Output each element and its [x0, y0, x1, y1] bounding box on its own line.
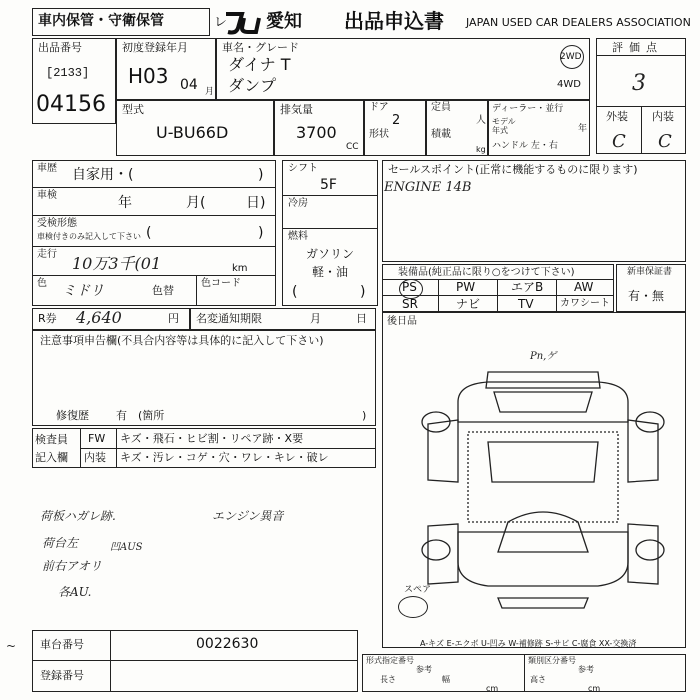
- deadline-month: 月: [310, 312, 321, 325]
- equip-aw: AW: [574, 280, 594, 294]
- car-damage-diagram: [418, 362, 678, 612]
- history-value: 自家用・(: [72, 167, 134, 183]
- name-grade-label: 車名・グレード: [222, 41, 299, 54]
- equip-ps: PS: [402, 280, 417, 294]
- displacement-value: 3700: [296, 123, 337, 142]
- reg-number-label: 登録番号: [40, 669, 84, 682]
- fw-label: FW: [88, 432, 106, 445]
- warranty-value: 有・無: [628, 289, 665, 303]
- notes-label: 注意事項申告欄(不具合内容等は具体的に記入して下さい): [40, 334, 324, 347]
- fuel-gas: ガソリン: [306, 247, 355, 261]
- doors-label: ドア: [369, 102, 389, 113]
- receipt-close: ): [258, 225, 264, 241]
- back-label: 後日品: [387, 316, 417, 327]
- rating-label: 評価点: [612, 41, 663, 54]
- spare-label: スペア: [404, 585, 432, 595]
- chassis-number: 0022630: [196, 636, 259, 652]
- equipment-label: 装備品(純正品に限り○をつけて下さい): [398, 267, 575, 278]
- inspection-day: 日): [246, 195, 266, 211]
- color-change-label: 色替: [152, 284, 174, 297]
- note-line-1: 荷板ハガレ跡.: [40, 509, 116, 523]
- vehicle-name: ダイナ T: [228, 55, 291, 74]
- equip-navi: ナビ: [456, 297, 481, 311]
- sales-point-label: セールスポイント(正常に機能するものに限ります): [388, 163, 638, 176]
- brand-name: 愛知: [266, 11, 302, 32]
- width-label: 幅: [442, 675, 450, 684]
- diagram-top-note: Pn,ゲ: [530, 351, 557, 362]
- length-label: 長さ: [380, 675, 396, 684]
- vehicle-grade: ダンプ: [228, 76, 277, 95]
- rating-score: 3: [632, 71, 646, 96]
- interior-rating: C: [658, 131, 672, 152]
- spare-tire-icon: [398, 596, 428, 618]
- form-title: 出品申込書: [344, 9, 444, 33]
- shape-label: 形状: [369, 129, 389, 140]
- model-number-label: 形式指定番号: [366, 656, 414, 665]
- exterior-label: 外装: [606, 110, 628, 123]
- reg-month: 04: [180, 77, 198, 93]
- storage-mark: レ: [214, 15, 228, 30]
- height-label: 高さ: [530, 675, 546, 684]
- note-line-3: 前右アオリ: [42, 559, 102, 573]
- mileage-unit: km: [232, 263, 248, 274]
- lot-number: 04156: [36, 92, 106, 117]
- storage-label: 車内保管・守衛保管: [38, 13, 164, 29]
- drive-4wd: 4WD: [557, 79, 581, 90]
- ref-label-2: 参考: [578, 665, 594, 674]
- fuel-close: ): [360, 284, 366, 300]
- model-code: U-BU66D: [156, 123, 229, 142]
- interior-label: 内装: [652, 110, 674, 123]
- history-close: ): [258, 167, 264, 183]
- note-line-4: 各AU.: [58, 585, 92, 599]
- handle-label: ハンドル 左・右: [492, 141, 558, 151]
- inspection-month: 月(: [186, 195, 206, 211]
- margin-tick: ~: [6, 639, 17, 653]
- deadline-label: 名変通知期限: [196, 312, 262, 325]
- displacement-unit: CC: [346, 142, 359, 152]
- check-label: 検査員: [35, 433, 68, 446]
- inspection-label: 車検: [37, 190, 57, 201]
- model-label: 型式: [122, 103, 144, 116]
- ref-label-1: 参考: [416, 665, 432, 674]
- mileage-value: 10万3千(01: [72, 254, 162, 273]
- inspection-year: 年: [118, 195, 132, 211]
- lot-label: 出品番号: [38, 41, 82, 54]
- class-number-label: 類別区分番号: [528, 656, 576, 665]
- era-year: H03: [128, 64, 169, 88]
- receipt-sub: 車検付きのみ記入して下さい: [37, 232, 141, 241]
- entry-label: 記入欄: [35, 451, 68, 464]
- equip-tv: TV: [518, 297, 534, 311]
- equip-sr: SR: [402, 297, 418, 311]
- drive-2wd: 2WD: [560, 52, 582, 62]
- note-dents: 凹AUS: [110, 542, 143, 553]
- deadline-day: 日: [356, 312, 367, 325]
- color-label: 色: [37, 278, 47, 289]
- repair-place: (箇所: [138, 409, 165, 422]
- shift-label: シフト: [288, 163, 318, 174]
- recycle-value: 4,640: [76, 308, 122, 327]
- load-unit: kg: [476, 145, 486, 154]
- color-value: ミドリ: [62, 283, 104, 299]
- note-line-2: 荷台左: [42, 536, 79, 550]
- fuel-label: 燃料: [288, 231, 308, 242]
- jaa-logo-icon: [222, 10, 262, 36]
- interior-items: キズ・汚レ・コゲ・穴・ワレ・キレ・破レ: [120, 451, 329, 464]
- doors-value: 2: [392, 113, 401, 128]
- exterior-rating: C: [612, 131, 626, 152]
- recycle-label: R券: [38, 312, 57, 325]
- cm-label-2: cm: [588, 684, 601, 693]
- note-engine: エンジン異音: [212, 509, 284, 523]
- equip-airbag: エアB: [511, 280, 544, 294]
- association-name: JAPAN USED CAR DEALERS ASSOCIATION: [466, 16, 691, 29]
- sales-point-note: ENGINE 14B: [384, 180, 472, 195]
- receipt-label: 受検形態: [37, 218, 77, 229]
- repair-close: ): [362, 409, 367, 422]
- repair-label: 修復歴: [56, 409, 89, 422]
- recycle-unit: 円: [168, 312, 179, 325]
- fuel-open: (: [292, 284, 298, 300]
- year-unit: 年: [578, 124, 588, 134]
- displacement-label: 排気量: [280, 103, 313, 116]
- capacity-label: 定員: [431, 102, 451, 113]
- first-reg-label: 初度登録年月: [122, 41, 188, 54]
- mileage-label: 走行: [37, 249, 57, 260]
- warranty-label: 新車保証書: [627, 267, 673, 277]
- fuel-other: 軽・油: [312, 265, 349, 279]
- fw-items: キズ・飛石・ヒビ割・リペア跡・X要: [120, 432, 304, 445]
- equip-pw: PW: [456, 280, 476, 294]
- color-code-label: 色コード: [201, 278, 241, 289]
- equip-leather: カワシート: [560, 298, 610, 309]
- cooling-label: 冷房: [288, 198, 308, 209]
- lot-sub-number: [2133]: [46, 66, 90, 80]
- shift-value: 5F: [320, 177, 337, 193]
- chassis-label: 車台番号: [40, 638, 84, 651]
- interior-check-label: 内装: [84, 451, 106, 464]
- cm-label-1: cm: [486, 684, 499, 693]
- capacity-unit: 人: [476, 115, 486, 126]
- dealer-label: ディーラー・並行: [492, 104, 564, 114]
- reg-month-unit: 月: [205, 87, 215, 97]
- history-label: 車歴: [37, 163, 57, 174]
- damage-legend: A-キズ E-エクボ U-凹み W-補修跡 S-サビ C-腐食 XX-交換済: [420, 639, 637, 648]
- model-year-label: モデル 年式: [492, 117, 516, 135]
- repair-value: 有: [116, 409, 127, 422]
- load-label: 積載: [431, 129, 451, 140]
- receipt-open: (: [146, 225, 152, 241]
